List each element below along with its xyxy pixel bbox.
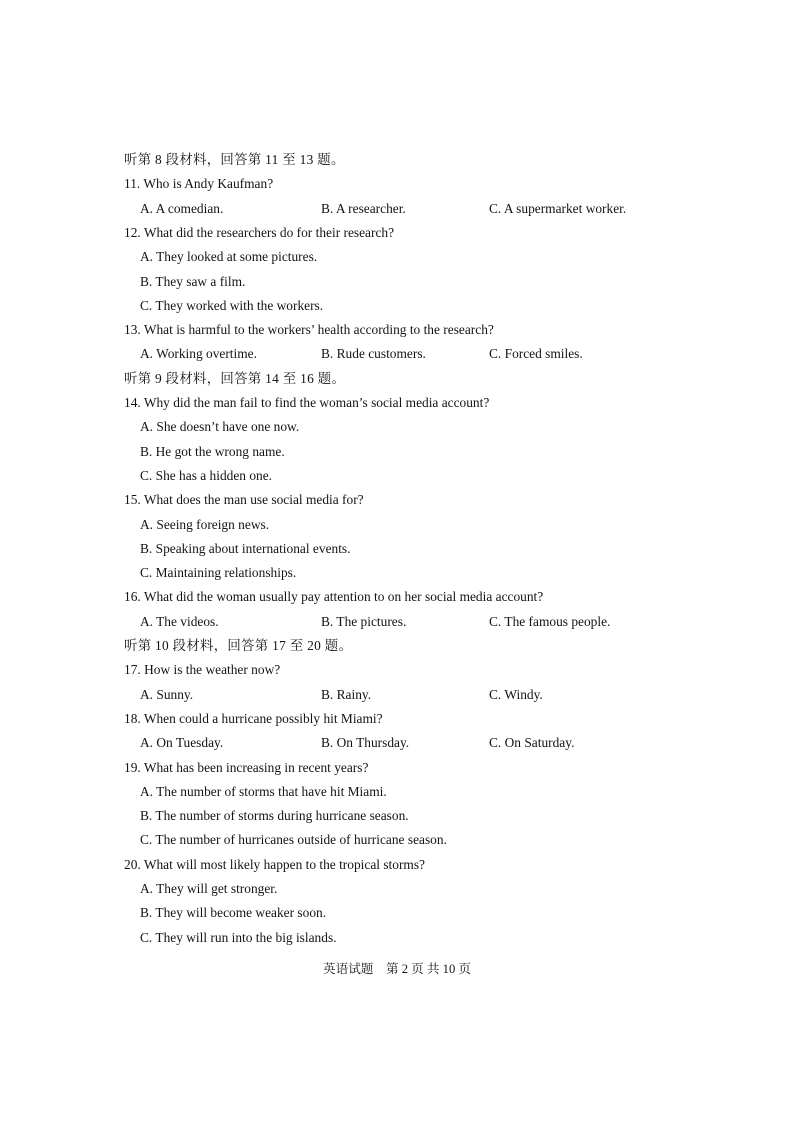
option-a: A. Working overtime. [140,346,257,362]
section-heading: 听第 8 段材料，回答第 11 至 13 题。 [124,152,345,167]
question-11-options [140,199,694,223]
option-a: A. The number of storms that have hit Miami. [140,783,387,799]
question-13-stem: 13. What is harmful to the workers’ health according to the research? [124,322,494,338]
question-13-options [140,344,694,368]
option-c: C. On Saturday. [489,735,575,751]
option-c: C. The famous people. [489,613,611,629]
question-16-stem: 16. What did the woman usually pay attention to on her social media account? [124,589,544,605]
question-17-stem: 17. How is the weather now? [124,662,281,678]
option-c: C. They will run into the big islands. [140,929,337,945]
option-a: A. The videos. [140,613,219,629]
option-a: A. They looked at some pictures. [140,249,318,265]
option-b: B. A researcher. [321,200,406,216]
option-c: C. They worked with the workers. [140,297,324,313]
question-14-stem: 14. Why did the man fail to find the woman’s social media account? [124,395,490,410]
option-a: A. She doesn’t have one now. [140,419,300,435]
option-b: B. Rude customers. [321,346,426,362]
section-heading: 听第 10 段材料，回答第 17 至 20 题。 [124,638,353,653]
option-b: B. On Thursday. [321,735,410,751]
option-c: C. She has a hidden one. [140,467,273,483]
option-a: A. On Tuesday. [140,735,224,751]
question-12-stem: 12. What did the researchers do for their research? [124,224,395,240]
question-19-stem: 19. What has been increasing in recent years? [124,759,369,775]
option-c: C. Maintaining relationships. [140,565,297,581]
question-15-stem: 15. What does the man use social media for? [124,492,364,508]
option-a: A. Sunny. [140,686,194,702]
question-11-stem: 11. Who is Andy Kaufman? [124,176,274,192]
question-18-stem: 18. When could a hurricane possibly hit Miami? [124,710,383,726]
option-b: B. Speaking about international events. [140,540,351,556]
page-number: 第 2 页 共 10 页 [385,962,471,976]
question-18-options [140,733,694,757]
footer-subject: 英语试题 [323,962,374,976]
option-a: A. Seeing foreign news. [140,516,270,532]
option-b: B. Rainy. [321,686,372,702]
option-c: C. A supermarket worker. [489,200,627,216]
option-c: C. Forced smiles. [489,346,583,362]
question-20-stem: 20. What will most likely happen to the tropical storms? [124,856,425,872]
option-b: B. The number of storms during hurricane season. [140,808,409,824]
option-b: B. The pictures. [321,613,407,629]
option-b: B. He got the wrong name. [140,443,285,459]
page-footer [0,958,794,977]
option-b: B. They will become weaker soon. [140,905,327,921]
question-16-options [140,612,694,636]
question-17-options [140,685,694,709]
option-c: C. Windy. [489,686,543,702]
option-c: C. The number of hurricanes outside of hurricane season. [140,832,447,848]
section-heading: 听第 9 段材料，回答第 14 至 16 题。 [124,370,346,386]
option-a: A. They will get stronger. [140,881,278,896]
option-b: B. They saw a film. [140,273,246,289]
option-a: A. A comedian. [140,200,224,216]
